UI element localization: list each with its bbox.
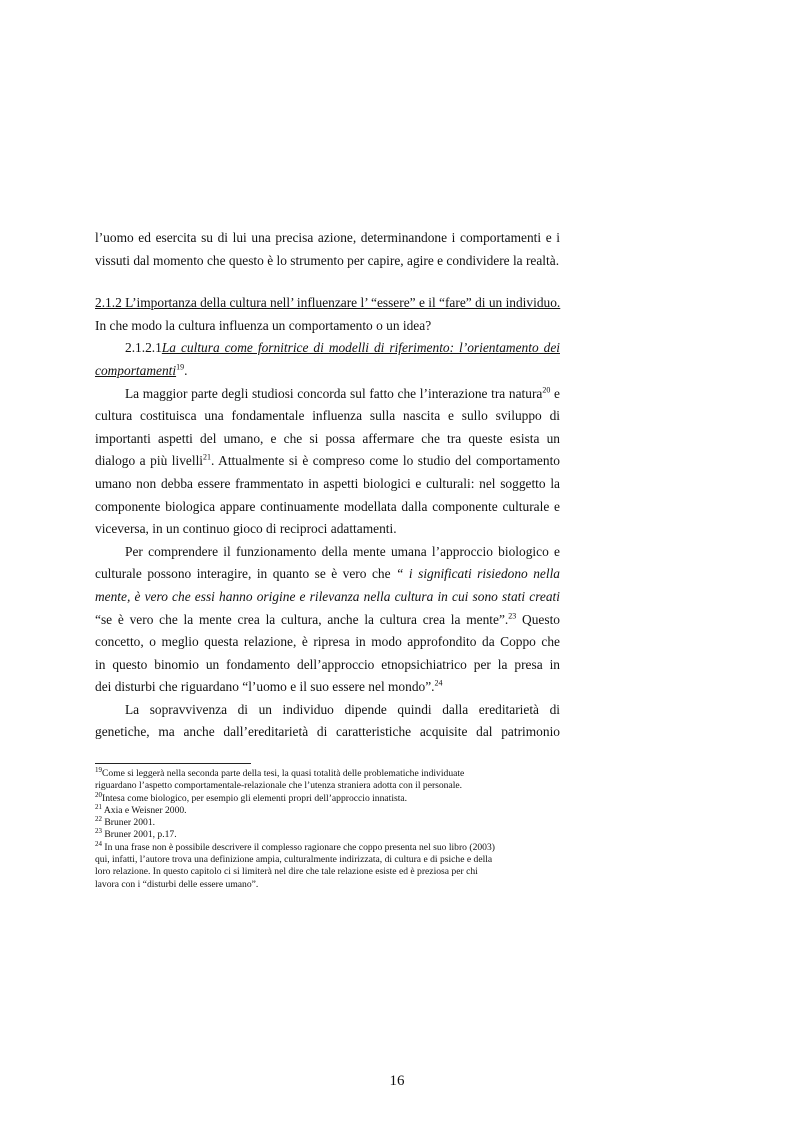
- subsection-number: 2.1.2.1: [125, 340, 162, 356]
- footnote-21-text: Axia e Weisner 2000.: [102, 804, 187, 816]
- para2-line-6: in questo binomio un fondamento dell’approccio etnopsichiatrico per la presa in: [95, 656, 560, 672]
- footnote-19-line-1: [95, 765, 565, 780]
- para1-text-1a: La maggior parte degli studiosi concorda sul fatto che l’interazione tra natura: [125, 385, 543, 401]
- footnote-24-line-3: loro relazione. In questo capitolo ci si limiterà nel dire che tale relazione esiste ed è preziosa per chi: [95, 866, 478, 878]
- footnote-21: [95, 802, 565, 817]
- footnote-23-text: Bruner 2001, p.17.: [102, 829, 177, 841]
- para2-line-4: [95, 609, 560, 632]
- footnote-24-line-1: [95, 839, 565, 854]
- subsection-title-text: La cultura come fornitrice di modelli di riferimento: l’orientamento dei: [161, 340, 560, 356]
- footnote-ref-19: 19: [176, 362, 185, 372]
- section-question: In che modo la cultura influenza un comportamento o un idea?: [95, 317, 432, 333]
- para3-line-1: La sopravvivenza di un individuo dipende quindi dalla ereditarietà di: [125, 701, 560, 717]
- footnote-22-number: 22: [95, 815, 102, 823]
- footnote-21-number: 21: [95, 802, 102, 811]
- footnote-ref-20: 20: [542, 385, 551, 395]
- para1-text-1b: e: [550, 385, 560, 401]
- footnote-20: [95, 790, 565, 805]
- footnote-24-line-4: lavora con i “disturbi delle essere umano”.: [95, 878, 259, 890]
- subsection-title-end: .: [184, 362, 188, 378]
- section-heading: [95, 292, 560, 315]
- para1-line-6: componente biologica appare continuamente modellata dalla componente culturale e: [95, 498, 560, 514]
- para1-line-7: viceversa, in un continuo gioco di reciproci adattamenti.: [95, 521, 397, 537]
- footnote-19-text-1: Come si leggerà nella seconda parte della tesi, la quasi totalità delle problematiche individuate: [102, 768, 465, 779]
- subsection-title-line-2: [95, 360, 560, 383]
- para2-line-2: [95, 563, 560, 586]
- intro-line-2: vissuti dal momento che questo è lo strumento per capire, agire e condividere la realtà.: [95, 252, 560, 268]
- footnote-22-text: Bruner 2001.: [102, 817, 156, 829]
- para1-line-3: importanti aspetti del umano, e che si possa affermare che tra queste esista un: [95, 430, 560, 446]
- para1-line-4: [95, 450, 560, 473]
- footnote-ref-24: 24: [434, 678, 443, 688]
- footnote-24-text-1: In una frase non è possibile descrivere il complesso ragionare che coppo presenta nel suo libro (2003): [102, 841, 495, 853]
- footnote-19-number: 19: [95, 765, 102, 774]
- footnote-ref-21: 21: [203, 452, 212, 462]
- footnote-ref-23: 23: [508, 611, 517, 621]
- footnote-24-number: 24: [95, 839, 102, 848]
- para2-quote-3: mente, è vero che essi hanno origine e rilevanza nella cultura in cui sono stati creati: [95, 588, 560, 604]
- para2-quote-2: “ i significati risiedono nella: [396, 566, 560, 582]
- para1-text-4b: . Attualmente si è compreso come lo studio del comportamento: [211, 453, 560, 469]
- para1-line-5: umano non debba essere frammentato in aspetti biologici e culturali: nel soggetto la: [95, 475, 560, 491]
- footnote-20-text: Intesa come biologico, per esempio gli elementi propri dell’approccio innatista.: [102, 792, 408, 804]
- para2-text-4a: “se è vero che la mente crea la cultura, anche la cultura crea la mente”.: [95, 611, 509, 627]
- para1-line-1: [95, 383, 560, 406]
- para2-line-3: [95, 586, 560, 609]
- page-number: 16: [389, 1073, 405, 1089]
- footnotes: [95, 765, 565, 891]
- para1-line-2: cultura costituisca una fondamentale influenza sulla nascita e sullo sviluppo di: [95, 408, 560, 424]
- intro-line-1: l’uomo ed esercita su di lui una precisa azione, determinandone i comportamenti e i: [95, 230, 560, 245]
- para1-text-4a: dialogo a più livelli: [95, 453, 204, 469]
- para2-line-5: concetto, o meglio questa relazione, è ripresa in modo approfondito da Coppo che: [95, 634, 560, 650]
- footnote-23-number: 23: [95, 827, 102, 836]
- subsection-title-line-1: [95, 337, 560, 360]
- para2-text-4b: Questo: [516, 611, 560, 627]
- footnote-22: [95, 817, 565, 829]
- para2-line-7: [95, 676, 560, 699]
- footnote-19-line-2: riguardano l’aspetto comportamentale-relazionale che l’utenza straniera adotta con il personale.: [95, 780, 463, 792]
- footnote-23: [95, 829, 565, 841]
- footnote-20-number: 20: [95, 790, 102, 799]
- para2-text-7a: dei disturbi che riguardano “l’uomo e il suo essere nel mondo”.: [95, 679, 435, 695]
- subsection-title-text-2: comportamenti: [95, 362, 177, 378]
- body-text: [95, 227, 560, 744]
- footnote-24-line-2: qui, infatti, l’autore trova una definizione ampia, culturalmente indirizzata, di cultura e di psiche e della: [95, 854, 493, 866]
- para2-text-2a: culturale possono interagire, in quanto se è vero che: [95, 566, 396, 582]
- footnote-separator: [95, 763, 251, 764]
- para2-line-1: Per comprendere il funzionamento della mente umana l’approccio biologico e: [125, 543, 560, 559]
- section-heading-text: 2.1.2 L’importanza della cultura nell’ influenzare l’ “essere” e il “fare” di un individuo.: [95, 295, 561, 311]
- para3-line-2: genetiche, ma anche dall’ereditarietà di caratteristiche acquisite dal patrimonio: [95, 724, 560, 740]
